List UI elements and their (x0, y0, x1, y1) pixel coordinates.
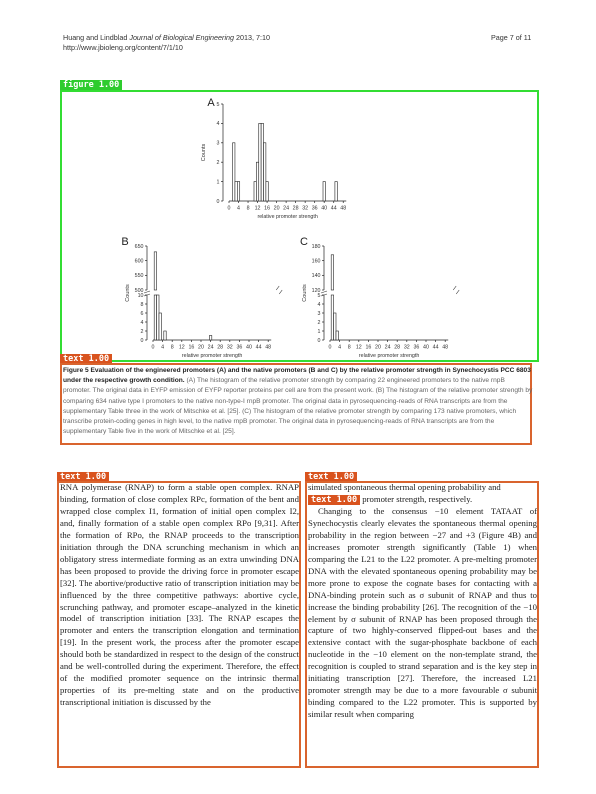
y-tick-label: 3 (216, 140, 220, 147)
x-tick-label: 20 (198, 344, 204, 351)
y-tick-label: 1 (216, 179, 220, 186)
y-tick-label: 4 (216, 121, 220, 128)
figure-5-histograms (0, 0, 596, 365)
histogram-bar (254, 182, 256, 201)
x-tick-label: 16 (264, 205, 271, 212)
x-axis-title-C: relative promoter strength (358, 353, 420, 359)
histogram-bar (256, 162, 258, 201)
histogram-bar (331, 255, 333, 290)
y-axis-title-B: Counts (125, 284, 131, 302)
histogram-bar (154, 252, 156, 290)
panel-label-C: C (300, 236, 308, 248)
x-tick-label: 44 (255, 344, 262, 351)
header-authors: Huang and Lindblad (63, 33, 128, 42)
x-tick-label: 28 (292, 205, 299, 212)
histogram-bar (209, 336, 211, 341)
header-url[interactable]: http://www.jbioleng.org/content/7/1/10 (63, 43, 183, 52)
x-tick-label: 36 (236, 344, 243, 351)
panel-label-A: A (207, 97, 215, 109)
x-tick-label: 48 (340, 205, 347, 212)
y-axis-title-A: Counts (201, 143, 207, 162)
x-tick-label: 12 (254, 205, 261, 212)
axis-break-left-B (144, 291, 150, 296)
x-tick-label: 44 (432, 344, 439, 351)
caption-body: (A) The histogram of the relative promoter strength by comparing 22 engineered promoters to the native rnpB promoter. The original data in EYFP emission of EYFP reporter proteins per cell are from the present work. (B) The histogram of the relative promoter strength by comparing 634 native type I promoters to the native non-type-I rnpB promoter. The original data in pyrosequencing-reads of RNA transcripts are from the supplementary Table three in the work of Mitschke et al. [25]. (C) The histogram of the relative promoter strength by comparing 173 native promoters, which transcribe protein-coding genes in high level, to the native rnpB promoter. The original data in pyrosequencing-reads of RNA transcripts are from the supplementary Table five in the work of Mitschke et al. [25]. (63, 377, 533, 436)
x-tick-label: 48 (442, 344, 449, 351)
y-tick-label: 5 (317, 292, 321, 299)
x-tick-label: 48 (265, 344, 272, 351)
x-tick-label: 4 (161, 344, 165, 351)
histogram-bar (266, 182, 268, 201)
y-tick-label: 600 (134, 258, 144, 265)
histogram-bar (261, 123, 263, 201)
x-axis-title-A: relative promoter strength (257, 214, 318, 220)
x-tick-label: 32 (302, 205, 309, 212)
right-column-paragraph: Changing to the consensus −10 element TATAAT of Synechocystis clearly elevates the spontaneous thermal opening probability in the region between −27 and +3 (Figure 4B) and increases promoter strength significantly (Table 1) when comparing the L21 to the L22 promoter. A pre-melting promoter DNA with the elevated spontaneous opening probability may be more prone to expose the cognate bases for contacting with a DNA-binding protein such as σ subunit of RNAP and thus to increase the binding probability [26]. The recognition of the −10 element by σ subunit of RNAP has been proposed through the capture of two highly-conserved flipped-out bases and the extensive contact with the sugar-phosphate backbone of each nucleotide in the −10 element on the non-template strand, the recognition is coupled to strand separation and is the key step in initiating transcription [27]. Therefore, the increased L21 promoter strength may be due to a more favourable σ subunit binding compared to the L22 promoter. This is supported by similar result when comparing (308, 505, 537, 720)
y-tick-label: 8 (140, 301, 144, 308)
x-tick-label: 0 (151, 344, 155, 351)
header-year-volume: 2013, 7:10 (236, 33, 271, 42)
y-tick-label: 0 (140, 337, 144, 344)
y-tick-label: 180 (311, 243, 321, 250)
histogram-bar (264, 143, 266, 201)
y-axis-title-C: Counts (302, 284, 308, 302)
y-tick-label: 550 (134, 273, 144, 280)
left-column-text (60, 482, 299, 709)
right-second-tag: text 1.00 (308, 495, 360, 505)
x-tick-label: 16 (188, 344, 195, 351)
y-tick-label: 10 (137, 292, 144, 299)
x-tick-label: 36 (413, 344, 420, 351)
y-tick-label: 1 (317, 328, 321, 335)
x-tick-label: 8 (246, 205, 250, 212)
histogram-bar (331, 295, 333, 340)
figure-tag: figure 1.00 (60, 80, 122, 91)
x-tick-label: 28 (394, 344, 401, 351)
y-tick-label: 120 (311, 287, 321, 294)
x-tick-label: 36 (311, 205, 318, 212)
x-tick-label: 24 (207, 344, 214, 351)
panel-label-B: B (121, 236, 129, 248)
left-column-tag: text 1.00 (57, 472, 109, 483)
histogram-bar (235, 182, 237, 201)
y-tick-label: 2 (140, 328, 144, 335)
right-column-tag: text 1.00 (305, 472, 357, 483)
y-tick-label: 5 (216, 101, 220, 108)
histogram-bar (323, 182, 325, 201)
histogram-bar (334, 313, 336, 340)
x-tick-label: 8 (170, 344, 174, 351)
histogram-bar (154, 295, 156, 340)
header-page-number: Page 7 of 11 (491, 33, 532, 42)
x-tick-label: 32 (403, 344, 410, 351)
x-tick-label: 20 (273, 205, 280, 212)
x-tick-label: 24 (384, 344, 391, 351)
x-tick-label: 32 (226, 344, 233, 351)
x-tick-label: 12 (178, 344, 185, 351)
axis-break-B (276, 286, 282, 294)
x-tick-label: 40 (321, 205, 328, 212)
header-journal: Journal of Biological Engineering (129, 33, 235, 42)
histogram-bar (159, 313, 161, 340)
x-tick-label: 20 (375, 344, 381, 351)
x-tick-label: 28 (217, 344, 224, 351)
histogram-bar (237, 182, 239, 201)
y-tick-label: 4 (317, 301, 321, 308)
y-tick-label: 4 (140, 319, 144, 326)
axis-break-left-C (321, 291, 327, 296)
left-column-paragraph: RNA polymerase (RNAP) to form a stable open complex. RNAP binding, formation of close complex RPc, formation of the bent and wrapped close complex I1, formation of initial open complex I2, and, finally formation of a stable open complex RPo [9,31]. After the formation of RPo, the RNAP proceeds to the transcription initiation through the DNA scrunching mechanism in which an obligatory stress intermediate forming as an extra unwinding DNA has been proposed to provide the driving force in promoter escape [32]. The abortive/productive ratio of transcription initiation may be influenced by the three competitive pathways: abortive cycle, scrunching pathway, and promoter escape–analyzed in the kinetic model of transcription initiation [33]. The RNAP escapes the promoter and enters the transcription elongation and termination [19]. In the present work, the process after the promoter escape should both be standardized in respect to the design of the construct and be well-controlled during the experiment. Therefore, the effect of the modified promoter sequence on the intrinsic thermal properties of its pre-melting state and on the productive transcriptional initiation is discussed by the (60, 482, 299, 708)
histogram-bar (335, 182, 337, 201)
y-tick-label: 0 (216, 198, 220, 205)
x-tick-label: 8 (347, 344, 351, 351)
y-tick-label: 2 (216, 160, 220, 166)
y-tick-label: 2 (317, 319, 321, 326)
x-tick-label: 40 (246, 344, 252, 351)
x-tick-label: 40 (423, 344, 429, 351)
axis-break-C (453, 286, 459, 294)
y-tick-label: 3 (317, 310, 321, 317)
y-tick-label: 160 (311, 258, 321, 265)
x-tick-label: 16 (365, 344, 372, 351)
x-tick-label: 44 (330, 205, 337, 212)
x-tick-label: 12 (355, 344, 362, 351)
y-tick-label: 0 (317, 337, 321, 344)
x-tick-label: 4 (237, 205, 240, 212)
right-column-first-line: simulated spontaneous thermal opening probability and (308, 482, 501, 492)
y-tick-label: 500 (134, 287, 144, 294)
histogram-bar (157, 295, 159, 340)
histogram-bar (259, 123, 261, 201)
y-tick-label: 140 (311, 273, 321, 280)
right-column-second-line: text 1.00 promoter strength, respectively. (308, 494, 537, 506)
x-tick-label: 0 (227, 205, 231, 212)
x-tick-label: 0 (328, 344, 332, 351)
y-tick-label: 6 (140, 310, 144, 317)
histogram-bar (233, 143, 235, 201)
histogram-bar (164, 331, 166, 340)
y-tick-label: 650 (134, 243, 144, 250)
x-tick-label: 4 (338, 344, 342, 351)
histogram-bar (336, 331, 338, 340)
figure-caption (63, 366, 533, 437)
right-column-text (308, 482, 537, 721)
x-tick-label: 24 (283, 205, 290, 212)
x-axis-title-B: relative promoter strength (181, 353, 243, 359)
caption-tag: text 1.00 (60, 354, 112, 365)
caption-title: Figure 5 Evaluation of the engineered promoters (A) and the native promoters (B and C) by the relative promoter strength in Synechocystis PCC 6803 under the respective growth condition. (63, 367, 531, 385)
